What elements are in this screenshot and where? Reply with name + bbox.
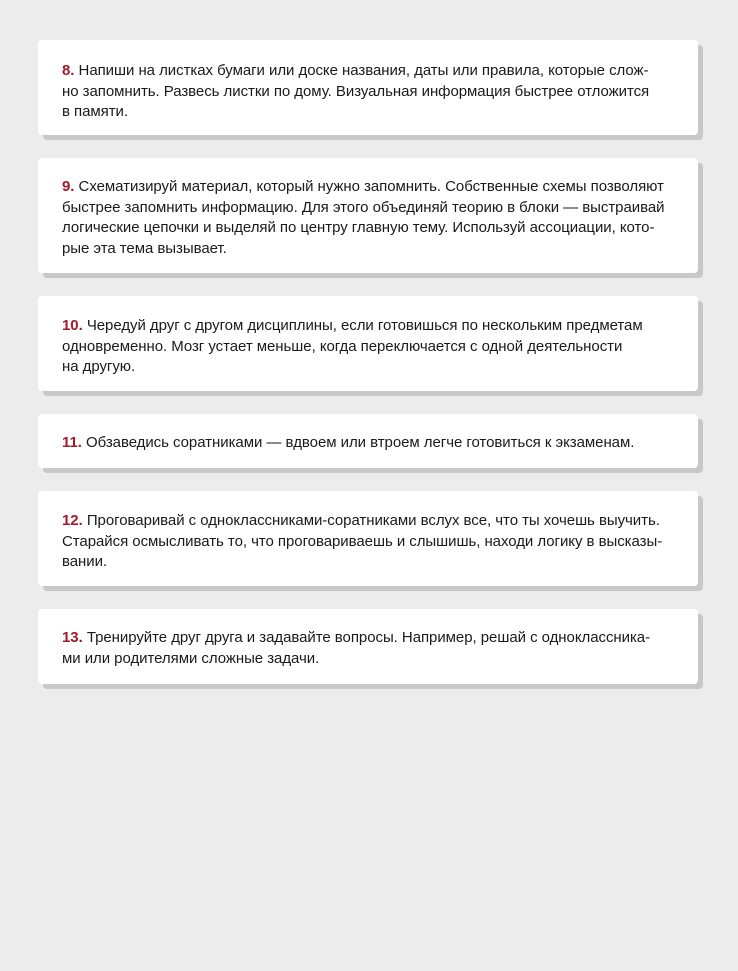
tip-card-9: [38, 158, 698, 273]
tip-text: [62, 433, 674, 454]
tip-line: 9. Схематизируй материал, который нужно запомнить. Собственные схемы позволяют: [62, 178, 664, 195]
tip-line: вании.: [62, 553, 108, 570]
tip-line: 10. Чередуй друг с другом дисциплины, если готовишься по нескольким предметам: [62, 317, 643, 334]
tip-card-13: [38, 609, 698, 684]
tip-line: 11. Обзаведись соратниками — вдвоем или втроем легче готовиться к экзаменам.: [62, 434, 635, 451]
tip-text: [62, 628, 674, 669]
tip-number: 11.: [62, 434, 82, 451]
tip-number: 10.: [62, 317, 83, 334]
tip-line: одновременно. Мозг устает меньше, когда переключается с одной деятельности: [62, 337, 623, 355]
tip-number: 12.: [62, 512, 83, 529]
tip-line: в памяти.: [62, 103, 129, 120]
tip-line: Старайся осмысливать то, что проговариваешь и слышишь, находи логику в высказы-: [62, 532, 663, 550]
tip-number: 13.: [62, 629, 83, 646]
tip-line: логические цепочки и выделяй по центру главную тему. Используй ассоциации, кото-: [62, 219, 655, 236]
tip-number: 9.: [62, 178, 75, 195]
tip-text: [62, 177, 674, 259]
tip-line: рые эта тема вызывает.: [62, 239, 227, 257]
tip-text: [62, 511, 674, 573]
tip-line: но запомнить. Развесь листки по дому. Визуальная информация быстрее отложится: [62, 82, 650, 100]
tip-card-8: [38, 40, 698, 135]
tip-card-10: [38, 296, 698, 391]
tip-line: 13. Тренируйте друг друга и задавайте вопросы. Например, решай с одноклассника-: [62, 629, 651, 646]
tip-text: [62, 61, 674, 123]
tip-line: на другую.: [62, 358, 136, 375]
tip-line: 8. Напиши на листках бумаги или доске названия, даты или правила, которые слож-: [62, 62, 649, 79]
tip-line: ми или родителями сложные задачи.: [62, 649, 320, 667]
tip-card-11: [38, 414, 698, 468]
tip-text: [62, 316, 674, 378]
tip-number: 8.: [62, 62, 75, 79]
tip-line: 12. Проговаривай с одноклассниками-соратниками вслух все, что ты хочешь выучить.: [62, 512, 660, 529]
tip-card-12: [38, 491, 698, 586]
tip-line: быстрее запомнить информацию. Для этого объединяй теорию в блоки — выстраивай: [62, 198, 665, 216]
